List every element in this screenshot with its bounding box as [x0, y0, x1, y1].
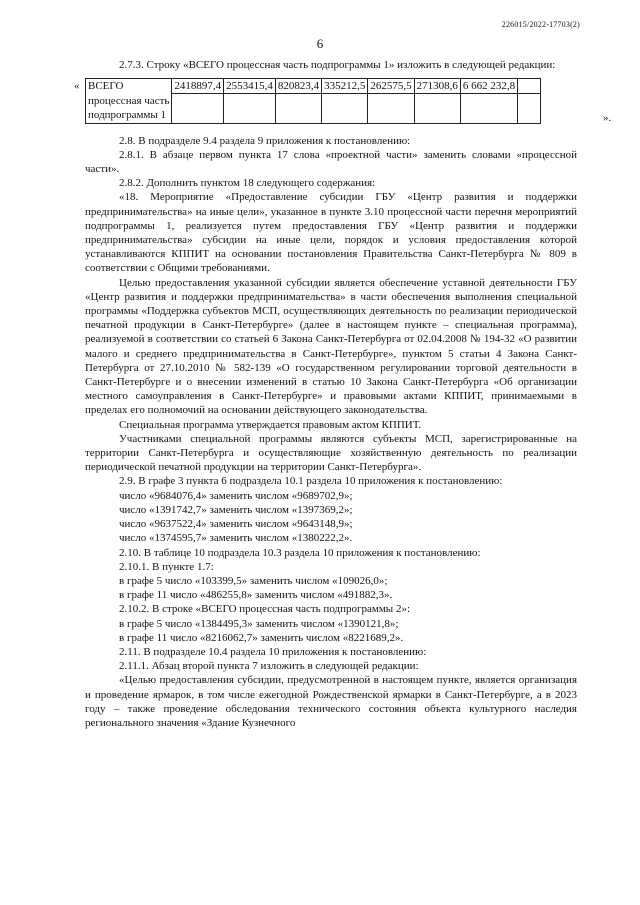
paragraph: 2.10. В таблице 10 подраздела 10.3 раздела 10 приложения к постановлению:	[119, 546, 481, 559]
table-close-quote: ».	[603, 112, 612, 125]
paragraph: число «9637522,4» заменить числом «9643148,9»;	[119, 518, 353, 531]
paragraph: «Целью предоставления субсидии, предусмотренной в настоящем пункте, является организация и проведение ярмарок, в том числе ежегодной Рождественской ярмарки в Санкт-Петербурге, а в 2023 году – также проведение обследования технического состояния объекта культурного наследия регионального значения «Здание Кузнечного	[85, 674, 577, 729]
paragraph: 2.10.2. В строке «ВСЕГО процессная часть подпрограммы 2»:	[119, 603, 410, 616]
table-row	[86, 94, 541, 109]
paragraph: Специальная программа утверждается правовым актом КППИТ.	[119, 418, 422, 431]
table-cell: 820823,4	[275, 79, 321, 94]
page-number: 6	[316, 36, 324, 51]
paragraph: 2.8. В подразделе 9.4 раздела 9 приложения к постановлению:	[119, 134, 411, 147]
paragraph: число «1374595,7» заменить числом «1380222,2».	[119, 532, 353, 545]
document-body	[74, 58, 612, 730]
table-row	[86, 108, 541, 123]
table-open-quote: «	[74, 80, 80, 93]
table-label-line: подпрограммы 1	[86, 108, 172, 123]
replacement-table	[85, 78, 541, 123]
table-label-line: ВСЕГО	[86, 79, 172, 94]
paragraph: число «1391742,7» заменить числом «1397369,2»;	[119, 503, 353, 516]
paragraph: число «9684076,4» заменить числом «9689702,9»;	[119, 489, 353, 502]
paragraph: 2.11. В подразделе 10.4 раздела 10 приложения к постановлению:	[119, 645, 427, 658]
table-cell: 262575,5	[368, 79, 414, 94]
intro-paragraph: 2.7.3. Строку «ВСЕГО процессная часть подпрограммы 1» изложить в следующей редакции:	[119, 59, 556, 71]
paragraph: Целью предоставления указанной субсидии является обеспечение уставной деятельности ГБУ «Центр развития и поддержки предпринимательства» в части обеспечения выполнения специальной программы «Поддержка субъектов МСП, осуществляющих деятельность по реализации периодической печатной продукции в Санкт-Петербурге» (далее в настоящем пункте – специальная программа), реализуемой в соответствии со статьей 6 Закона Санкт-Петербурга от 02.04.2008 № 194-32 «О развитии малого и среднего предпринимательства в Санкт-Петербурге», пунктом 5 статьи 4 Закона Санкт-Петербурга от 27.10.2010 № 582-139 «О государственном регулировании торговой деятельности в Санкт-Петербурге и о внесении изменений в статью 10 Закона Санкт-Петербурга «Об организации местного самоуправления в Санкт-Петербурге» и правовыми актами КППИТ, принимаемыми в пределах его полномочий на основании действующего законодательства.	[85, 276, 577, 417]
table-label-line: процессная часть	[86, 94, 172, 109]
paragraph: 2.11.1. Абзац второй пункта 7 изложить в следующей редакции:	[119, 660, 419, 673]
document-id: 226015/2022-17703(2)	[501, 20, 580, 29]
paragraph: «18. Мероприятие «Предоставление субсидии ГБУ «Центр развития и поддержки предпринимательства» на иные цели», указанное в пункте 3.10 процессной части перечня мероприятий подпрограммы 1, реализуется путем предоставления ГБУ «Центр развития и поддержки предпринимательства» субсидии на иные цели, порядок и условия предоставления которой устанавливаются КППИТ на основании постановления Правительства Санкт-Петербурга № 809 в соответствии с Общими требованиями.	[85, 191, 577, 275]
paragraph: 2.9. В графе 3 пункта 6 подраздела 10.1 раздела 10 приложения к постановлению:	[119, 475, 503, 488]
table-cell	[518, 79, 541, 94]
paragraph: в графе 11 число «8216062,7» заменить числом «8221689,2».	[119, 631, 404, 644]
table-cell: 2418897,4	[172, 79, 224, 94]
paragraph: 2.10.1. В пункте 1.7:	[119, 560, 214, 573]
replacement-table-block	[74, 78, 612, 125]
table-row	[86, 79, 541, 94]
paragraph: Участниками специальной программы являются субъекты МСП, зарегистрированные на территории Санкт-Петербурга и осуществляющие хозяйственную деятельность по реализации периодической печатной продукции на территории Санкт-Петербурга».	[85, 432, 577, 474]
paragraph: в графе 5 число «1384495,3» заменить числом «1390121,8»;	[119, 617, 399, 630]
table-cell: 271308,6	[414, 79, 460, 94]
table-cell: 335212,5	[322, 79, 368, 94]
table-cell: 2553415,4	[224, 79, 276, 94]
paragraph: в графе 5 число «103399,5» заменить числом «109026,0»;	[119, 574, 388, 587]
paragraph: 2.8.1. В абзаце первом пункта 17 слова «проектной части» заменить словами «процессной части».	[85, 148, 577, 176]
table-cell: 6 662 232,8	[460, 79, 517, 94]
paragraph: 2.8.2. Дополнить пунктом 18 следующего содержания:	[119, 177, 376, 190]
paragraph: в графе 11 число «486255,8» заменить числом «491882,3».	[119, 589, 393, 602]
